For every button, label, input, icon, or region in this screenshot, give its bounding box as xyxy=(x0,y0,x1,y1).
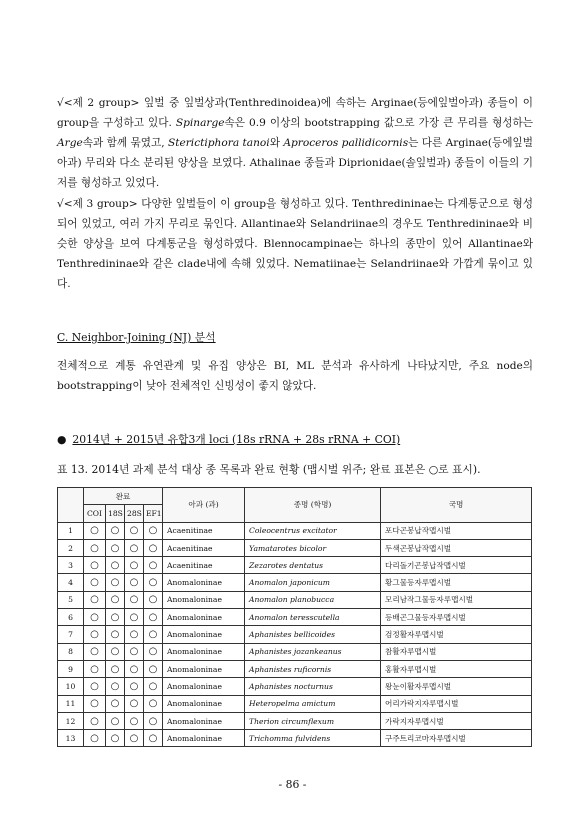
row-subfamily: Anomaloninae xyxy=(163,609,245,626)
row-korean-name: 참활자루맵시벌 xyxy=(381,643,532,660)
row-number: 11 xyxy=(58,695,84,712)
mark-ef1: ○ xyxy=(144,591,163,608)
table-row xyxy=(58,626,532,643)
text-run: 와 xyxy=(269,137,284,149)
header-marker-18s: 18S xyxy=(106,505,125,522)
row-species: Aphanistes bellicoides xyxy=(245,626,381,643)
row-species: Anomalon planobucca xyxy=(245,591,381,608)
mark-ef1: ○ xyxy=(144,730,163,747)
table-row xyxy=(58,695,532,712)
mark-18s: ○ xyxy=(106,626,125,643)
row-subfamily: Anomaloninae xyxy=(163,591,245,608)
row-number: 2 xyxy=(58,539,84,556)
row-number: 12 xyxy=(58,712,84,729)
mark-18s: ○ xyxy=(106,643,125,660)
header-species: 종명 (학명) xyxy=(245,488,381,523)
row-species: Zezarotes dentatus xyxy=(245,557,381,574)
row-species: Trichomma fulvidens xyxy=(245,730,381,747)
mark-ef1: ○ xyxy=(144,609,163,626)
mark-28s: ○ xyxy=(125,730,144,747)
mark-coi: ○ xyxy=(84,609,106,626)
table-row xyxy=(58,678,532,695)
mark-28s: ○ xyxy=(125,522,144,539)
text-run: 는 다른 Arginae(등에잎벌아과) 무리와 다소 분리된 양상을 보였다. Athalinae 종들과 Diprionidae(솔잎벌과) 종들이 이들의 기저를 형성하고 있었다. xyxy=(57,137,533,189)
mark-18s: ○ xyxy=(106,695,125,712)
row-subfamily: Anomaloninae xyxy=(163,626,245,643)
mark-ef1: ○ xyxy=(144,557,163,574)
bullet-heading xyxy=(57,432,400,447)
page-number: - 86 - xyxy=(278,778,307,791)
row-subfamily: Anomaloninae xyxy=(163,695,245,712)
header-marker-coi: COI xyxy=(84,505,106,522)
mark-coi: ○ xyxy=(84,730,106,747)
row-number: 1 xyxy=(58,522,84,539)
mark-ef1: ○ xyxy=(144,626,163,643)
row-species: Aphanistes ruficornis xyxy=(245,660,381,677)
row-species: Aphanistes nocturnus xyxy=(245,678,381,695)
row-species: Therion circumflexum xyxy=(245,712,381,729)
row-korean-name: 왕눈이활자루맵시벌 xyxy=(381,678,532,695)
mark-28s: ○ xyxy=(125,539,144,556)
mark-ef1: ○ xyxy=(144,695,163,712)
mark-coi: ○ xyxy=(84,660,106,677)
row-korean-name: 가락지자루맵시벌 xyxy=(381,712,532,729)
table-row xyxy=(58,712,532,729)
row-korean-name: 두색곤봉납작맵시벌 xyxy=(381,539,532,556)
row-species: Yamatarotes bicolor xyxy=(245,539,381,556)
mark-ef1: ○ xyxy=(144,660,163,677)
text-run: 속과 함께 묶였고, xyxy=(82,137,168,149)
italic-taxon: Aproceros pallidicornis xyxy=(283,137,409,149)
row-number: 7 xyxy=(58,626,84,643)
row-subfamily: Anomaloninae xyxy=(163,574,245,591)
table-row xyxy=(58,522,532,539)
mark-ef1: ○ xyxy=(144,539,163,556)
row-korean-name: 모리남작그물등자루맵시벌 xyxy=(381,591,532,608)
table-row xyxy=(58,660,532,677)
row-korean-name: 다리돌기곤봉납작맵시벌 xyxy=(381,557,532,574)
mark-ef1: ○ xyxy=(144,574,163,591)
mark-28s: ○ xyxy=(125,712,144,729)
header-number xyxy=(58,488,84,523)
mark-coi: ○ xyxy=(84,712,106,729)
paragraph-group-2 xyxy=(57,93,533,193)
row-number: 13 xyxy=(58,730,84,747)
row-number: 8 xyxy=(58,643,84,660)
table-row xyxy=(58,539,532,556)
mark-18s: ○ xyxy=(106,730,125,747)
row-korean-name: 어리가락지자루맵시벌 xyxy=(381,695,532,712)
paragraph-group-3 xyxy=(57,194,533,294)
row-number: 3 xyxy=(58,557,84,574)
row-subfamily: Anomaloninae xyxy=(163,643,245,660)
row-subfamily: Anomaloninae xyxy=(163,678,245,695)
row-number: 9 xyxy=(58,660,84,677)
mark-18s: ○ xyxy=(106,522,125,539)
text-run: √<제 3 group> 다양한 잎벌들이 이 group을 형성하고 있다. Tenthredininae는 다계통군으로 형성되어 있었고, 여러 가지 무리로 묶인다. Allantinae와 Selandriinae의 경우도 Tenthredininae와 비슷한 양상을 보여 다계통군을 형성하였다. Blennocampinae는 하나의 종만이 있어 Allantinae와 Tenthredininae와 같은 clade내에 속해 있었다. Nematiinae는 Selandriinae와 가깝게 묶이고 있다. xyxy=(57,198,533,290)
row-species: Heteropelma amictum xyxy=(245,695,381,712)
italic-taxon: Arge xyxy=(57,137,83,149)
mark-coi: ○ xyxy=(84,522,106,539)
header-marker-28s: 28S xyxy=(125,505,144,522)
text-run: √<제 2 group> 잎벌 중 잎벌상과(Tenthredinoidea)에 속하는 Arginae(등에잎벌아과) 종들이 이 group을 구성하고 있다. xyxy=(57,97,533,129)
bullet-heading-text: 2014년 + 2015년 유합3개 loci (18s rRNA + 28s rRNA + COI) xyxy=(72,433,401,446)
mark-28s: ○ xyxy=(125,643,144,660)
mark-ef1: ○ xyxy=(144,678,163,695)
mark-18s: ○ xyxy=(106,660,125,677)
mark-18s: ○ xyxy=(106,591,125,608)
row-number: 6 xyxy=(58,609,84,626)
mark-coi: ○ xyxy=(84,557,106,574)
italic-taxon: Sterictiphora tanoi xyxy=(167,137,270,149)
row-subfamily: Acaenitinae xyxy=(163,522,245,539)
mark-coi: ○ xyxy=(84,591,106,608)
section-heading-nj: C. Neighbor-Joining (NJ) 분석 xyxy=(57,331,216,344)
header-subfamily: 아과 (과) xyxy=(163,488,245,523)
text-run: 전체적으로 계통 유연관계 및 유집 양상은 BI, ML 분석과 유사하게 나타났지만, 주요 node의 bootstrapping이 낮아 전체적인 신빙성이 좋지 않았다. xyxy=(57,360,533,392)
mark-28s: ○ xyxy=(125,574,144,591)
italic-taxon: Spinarge xyxy=(175,117,225,129)
row-korean-name: 검정활자루맵시벌 xyxy=(381,626,532,643)
mark-28s: ○ xyxy=(125,626,144,643)
mark-coi: ○ xyxy=(84,539,106,556)
mark-18s: ○ xyxy=(106,712,125,729)
mark-ef1: ○ xyxy=(144,712,163,729)
row-subfamily: Anomaloninae xyxy=(163,712,245,729)
mark-18s: ○ xyxy=(106,678,125,695)
row-species: Anomalon teresscutella xyxy=(245,609,381,626)
table-row xyxy=(58,591,532,608)
mark-28s: ○ xyxy=(125,695,144,712)
mark-coi: ○ xyxy=(84,695,106,712)
row-korean-name: 황그물등자루맵시벌 xyxy=(381,574,532,591)
table-caption: 표 13. 2014년 과제 분석 대상 종 목록과 완료 현황 (맵시벌 위주; 완료 표본은 ○로 표시). xyxy=(57,463,481,476)
species-table xyxy=(57,487,532,747)
row-species: Coleocentrus excitator xyxy=(245,522,381,539)
table-row xyxy=(58,557,532,574)
mark-28s: ○ xyxy=(125,591,144,608)
row-species: Aphanistes jozankeanus xyxy=(245,643,381,660)
mark-18s: ○ xyxy=(106,609,125,626)
table-row xyxy=(58,643,532,660)
table-body xyxy=(58,522,532,747)
text-run: 속은 0.9 이상의 bootstrapping 값으로 가장 큰 무리를 형성하는 xyxy=(224,117,534,129)
mark-18s: ○ xyxy=(106,539,125,556)
table-row xyxy=(58,730,532,747)
mark-coi: ○ xyxy=(84,626,106,643)
mark-ef1: ○ xyxy=(144,522,163,539)
row-subfamily: Anomaloninae xyxy=(163,730,245,747)
row-number: 10 xyxy=(58,678,84,695)
mark-28s: ○ xyxy=(125,660,144,677)
paragraph-nj-summary xyxy=(57,356,533,396)
row-korean-name: 포다곤봉납작맵시벌 xyxy=(381,522,532,539)
row-subfamily: Acaenitinae xyxy=(163,557,245,574)
mark-coi: ○ xyxy=(84,574,106,591)
row-korean-name: 홍활자루맵시벌 xyxy=(381,660,532,677)
bullet-icon: ● xyxy=(57,433,67,446)
mark-28s: ○ xyxy=(125,557,144,574)
mark-28s: ○ xyxy=(125,678,144,695)
header-korean-name: 국명 xyxy=(381,488,532,523)
row-subfamily: Anomaloninae xyxy=(163,660,245,677)
row-korean-name: 등배곤그물등자루맵시벌 xyxy=(381,609,532,626)
row-number: 4 xyxy=(58,574,84,591)
mark-coi: ○ xyxy=(84,643,106,660)
mark-18s: ○ xyxy=(106,574,125,591)
mark-ef1: ○ xyxy=(144,643,163,660)
mark-18s: ○ xyxy=(106,557,125,574)
mark-28s: ○ xyxy=(125,609,144,626)
row-korean-name: 구주트리코마자루맵시벌 xyxy=(381,730,532,747)
mark-coi: ○ xyxy=(84,678,106,695)
header-complete: 완료 xyxy=(84,488,163,505)
row-number: 5 xyxy=(58,591,84,608)
header-marker-ef1: EF1 xyxy=(144,505,163,522)
table-row xyxy=(58,609,532,626)
row-species: Anomalon japonicum xyxy=(245,574,381,591)
row-subfamily: Acaenitinae xyxy=(163,539,245,556)
table-header-row-1 xyxy=(58,488,532,505)
table-row xyxy=(58,574,532,591)
